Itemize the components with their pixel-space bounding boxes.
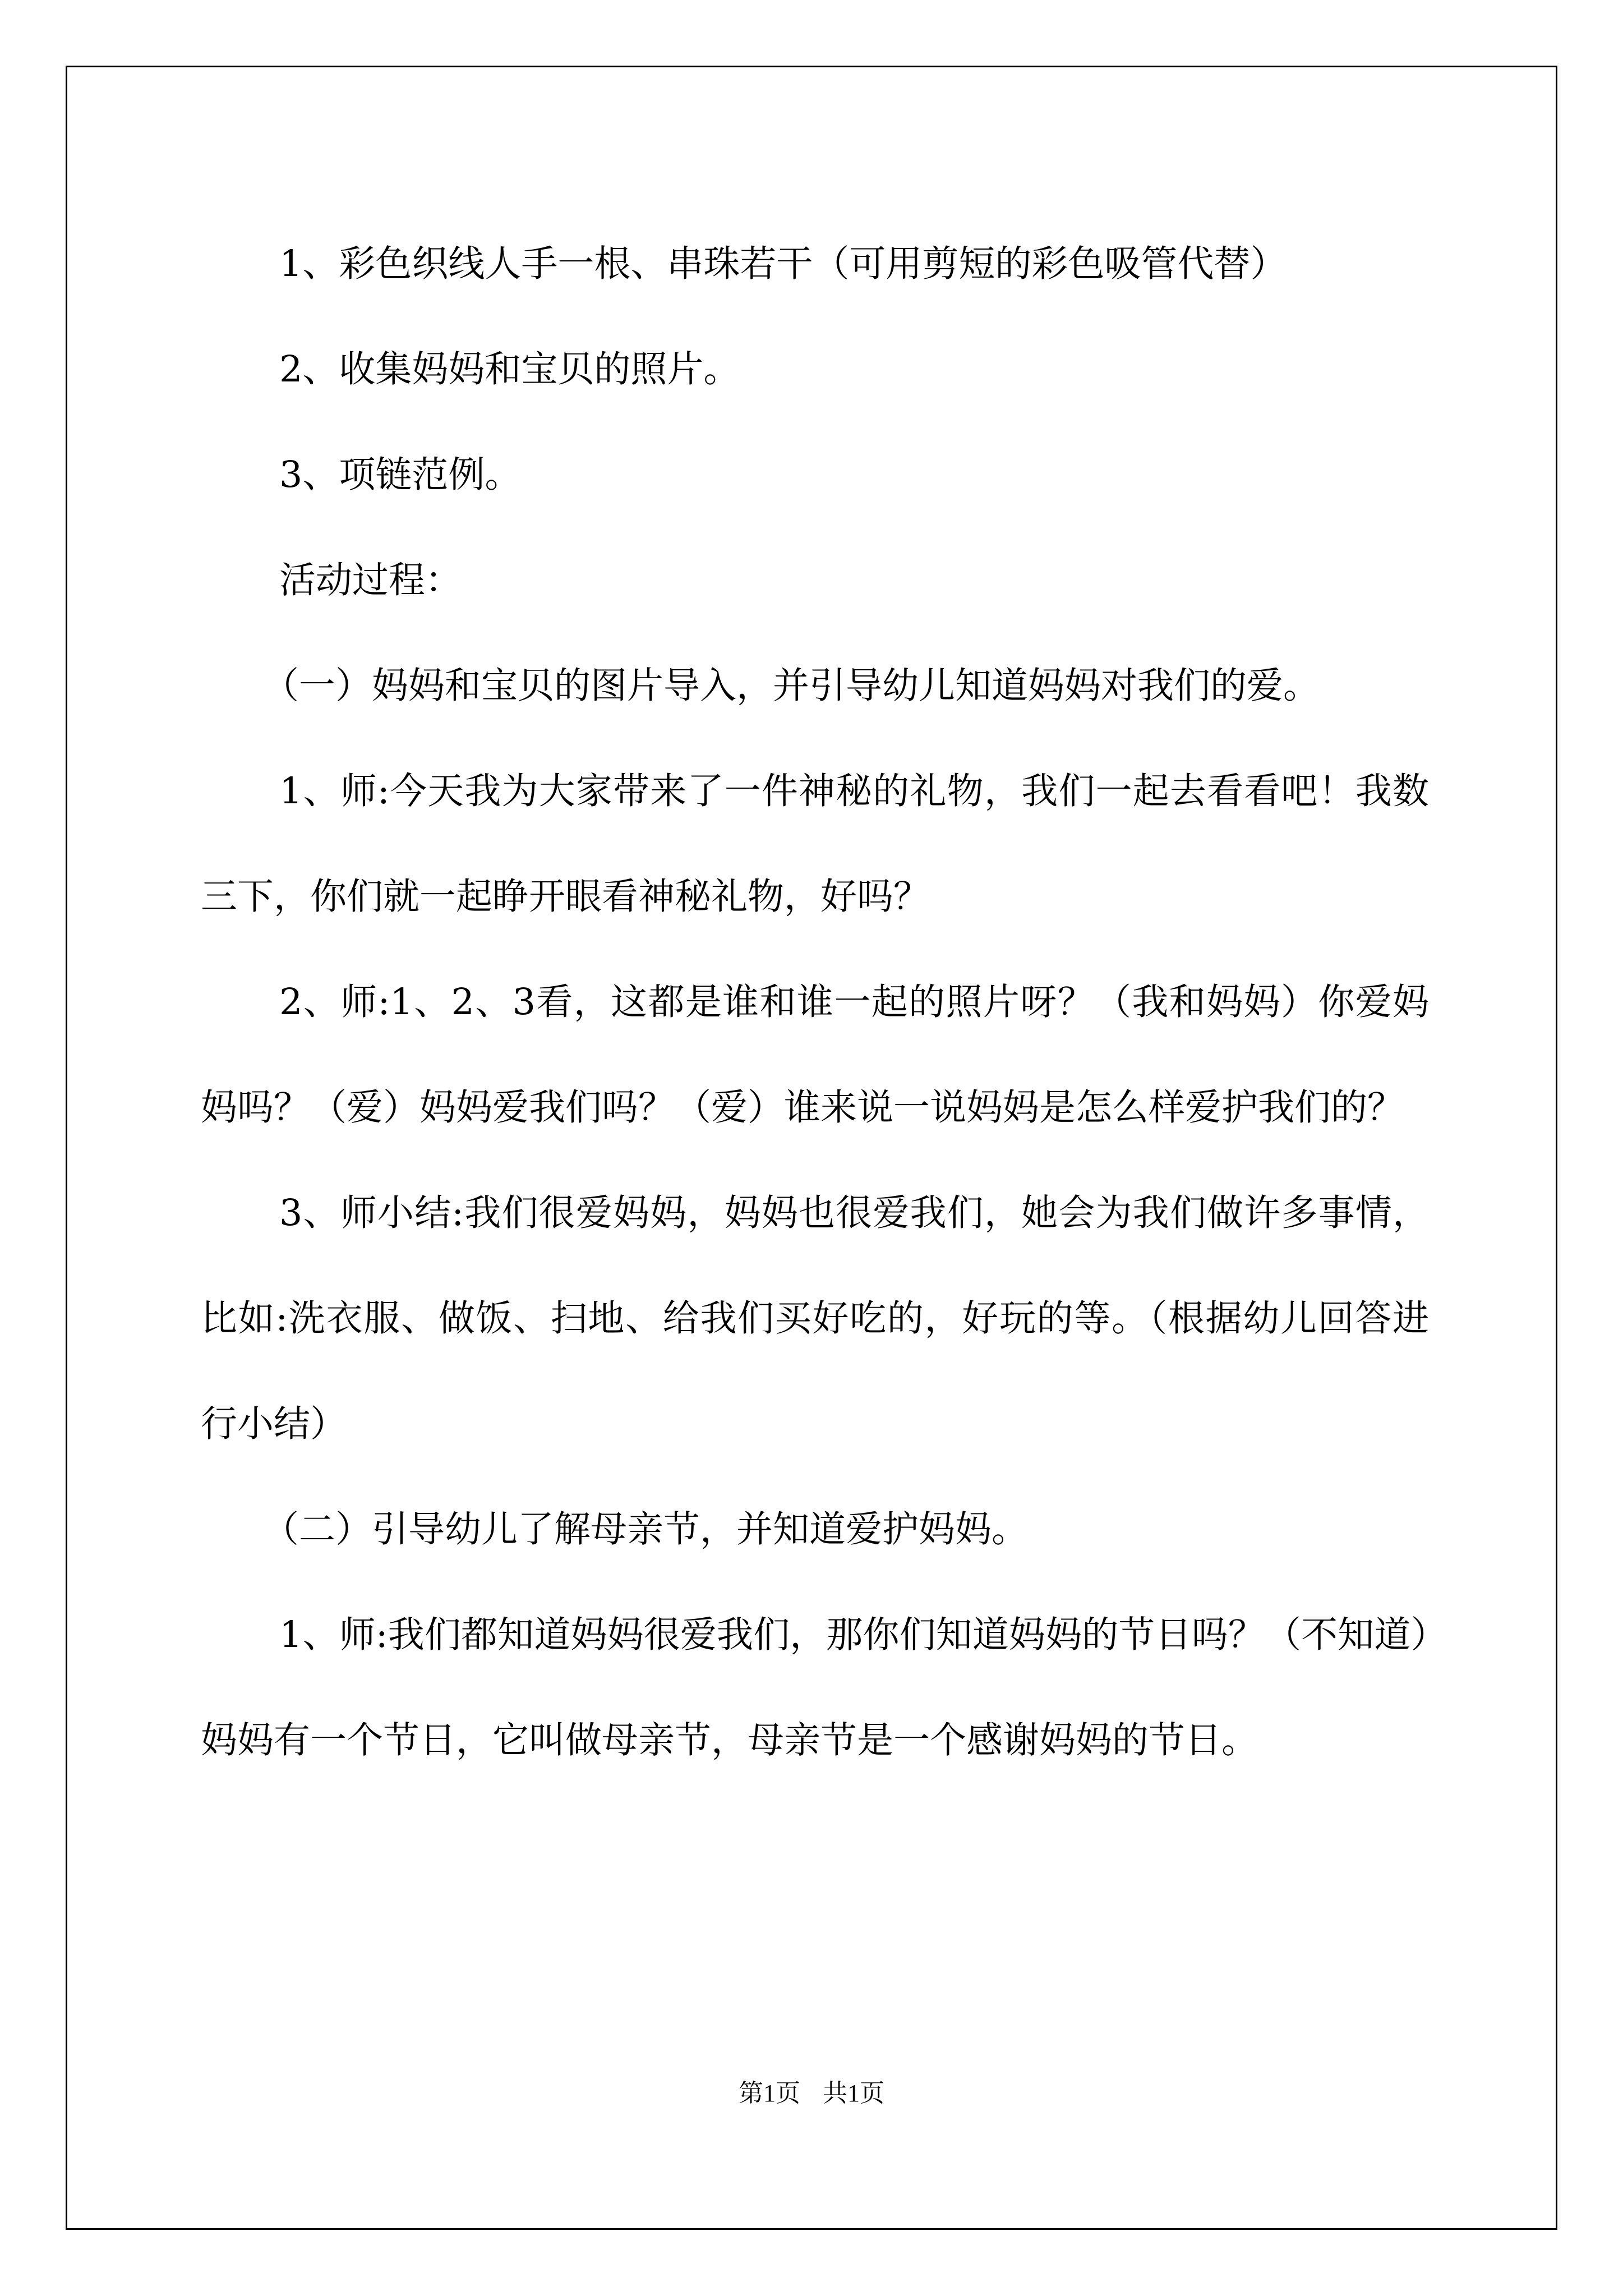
section-heading-activity-process: 活动过程： (279, 559, 462, 601)
document-body (201, 211, 1429, 1793)
paragraph-materials-1: 1、彩色织线人手一根、串珠若干（可用剪短的彩色吸管代替） (279, 243, 1287, 285)
paragraph-step-4: 1、师:我们都知道妈妈很爱我们，那你们知道妈妈的节日吗？（不知道）妈妈有一个节日，它叫做母亲节，母亲节是一个感谢妈妈的节日。 (201, 1614, 1429, 1761)
paragraph-step-3: 3、师小结:我们很爱妈妈，妈妈也很爱我们，她会为我们做许多事情，比如:洗衣服、做饭、扫地、给我们买好吃的，好玩的等。（根据幼儿回答进行小结） (201, 1192, 1429, 1445)
page-number: 第1页 (739, 2079, 800, 2107)
paragraph-step-2: 2、师:1、2、3看，这都是谁和谁一起的照片呀？（我和妈妈）你爱妈妈吗？（爱）妈妈爱我们吗？（爱）谁来说一说妈妈是怎么样爱护我们的？ (201, 981, 1429, 1129)
page-footer (0, 2077, 1623, 2110)
subsection-heading-1: （一）妈妈和宝贝的图片导入，并引导幼儿知道妈妈对我们的爱。 (262, 665, 1320, 707)
page-total: 共1页 (823, 2079, 884, 2107)
paragraph-materials-3: 3、项链范例。 (279, 454, 522, 496)
subsection-heading-2: （二）引导幼儿了解母亲节，并知道爱护妈妈。 (262, 1508, 1029, 1550)
paragraph-materials-2: 2、收集妈妈和宝贝的照片。 (279, 348, 740, 390)
paragraph-step-1: 1、师:今天我为大家带来了一件神秘的礼物，我们一起去看看吧！我数三下，你们就一起睁开眼看神秘礼物，好吗？ (201, 770, 1429, 918)
